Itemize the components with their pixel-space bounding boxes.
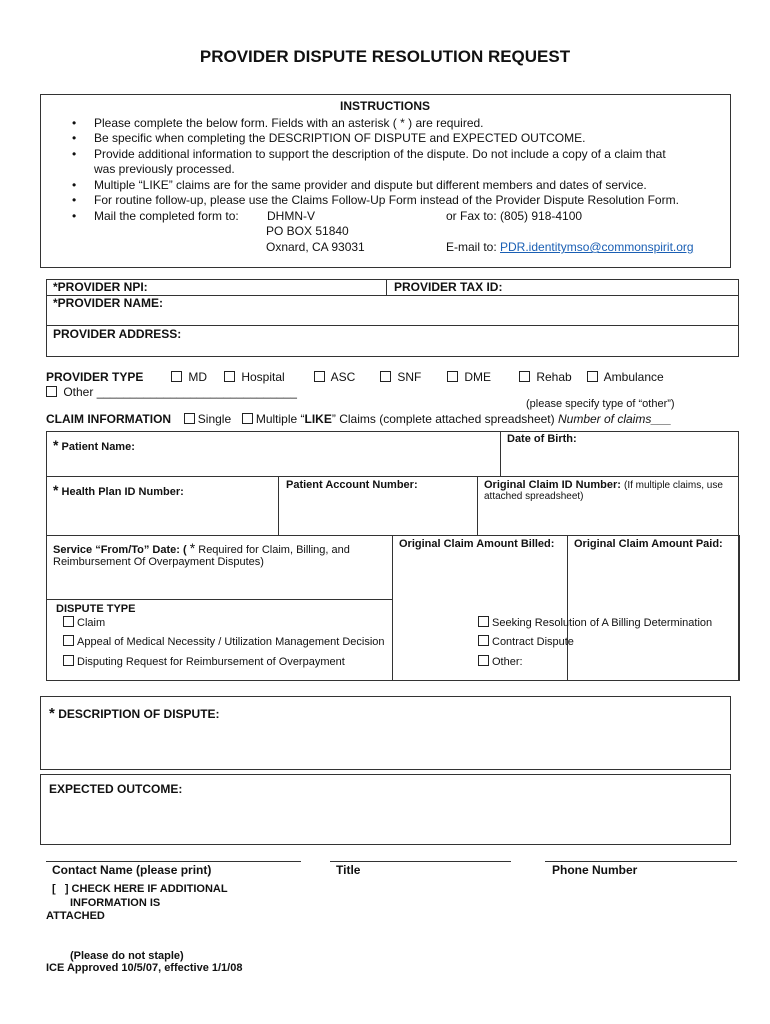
npi-label: *PROVIDER NPI: bbox=[53, 280, 148, 294]
original-claim-note-2: attached spreadsheet) bbox=[484, 491, 584, 502]
number-of-claims[interactable]: Number of claims___ bbox=[557, 412, 672, 426]
instruction-item: Please complete the below form. Fields with an asterisk ( * ) are required. bbox=[94, 116, 484, 130]
service-dates-note-2: Reimbursement Of Overpayment Disputes) bbox=[53, 556, 264, 568]
mail-label: Mail the completed form to: bbox=[94, 209, 239, 223]
staple-note: (Please do not staple) bbox=[70, 950, 184, 962]
mail-box: PO BOX 51840 bbox=[266, 224, 349, 238]
type-rehab-checkbox[interactable] bbox=[519, 370, 572, 384]
type-snf-checkbox[interactable] bbox=[380, 370, 421, 384]
checkbox-icon bbox=[478, 655, 489, 666]
checkbox-icon bbox=[519, 371, 530, 382]
additional-info-checkbox[interactable]: [ ] CHECK HERE IF ADDITIONAL bbox=[52, 883, 228, 895]
type-ambulance-checkbox[interactable] bbox=[587, 370, 664, 384]
type-label: Ambulance bbox=[603, 370, 664, 384]
service-dates-label bbox=[53, 540, 350, 556]
checkbox-icon bbox=[478, 635, 489, 646]
multiple-like: LIKE bbox=[304, 412, 332, 426]
dispute-divider bbox=[392, 680, 739, 681]
single-label: Single bbox=[197, 412, 232, 426]
type-label: SNF bbox=[397, 370, 422, 384]
claim-info-label: CLAIM INFORMATION bbox=[46, 412, 172, 426]
checkbox-icon bbox=[224, 371, 235, 382]
bullet: • bbox=[72, 193, 77, 207]
type-other-checkbox[interactable] bbox=[46, 385, 297, 399]
dob-label: Date of Birth: bbox=[507, 433, 577, 445]
dispute-overpayment-checkbox[interactable] bbox=[63, 655, 345, 668]
checkbox-icon bbox=[63, 616, 74, 627]
health-plan-id-label bbox=[53, 482, 184, 498]
instruction-item: Be specific when completing the DESCRIPTION OF DISPUTE and EXPECTED OUTCOME. bbox=[94, 131, 586, 145]
phone-label: Phone Number bbox=[552, 863, 638, 877]
bullet: • bbox=[72, 209, 77, 223]
multiple-prefix: Multiple “ bbox=[255, 412, 305, 426]
bullet: • bbox=[72, 147, 77, 161]
provider-address-label: PROVIDER ADDRESS: bbox=[53, 327, 182, 341]
email-link[interactable]: PDR.identitymso@commonspirit.org bbox=[500, 240, 694, 254]
type-dme-checkbox[interactable] bbox=[447, 370, 491, 384]
provider-type-label: PROVIDER TYPE bbox=[46, 370, 144, 384]
checkbox-icon bbox=[184, 413, 195, 424]
required-asterisk: * bbox=[53, 437, 59, 453]
email-line bbox=[446, 240, 694, 254]
type-label: DME bbox=[464, 370, 492, 384]
checkbox-icon bbox=[171, 371, 182, 382]
checkbox-icon bbox=[46, 386, 57, 397]
type-hospital-checkbox[interactable] bbox=[224, 370, 285, 384]
patient-name-label bbox=[53, 437, 135, 453]
checkbox-icon bbox=[314, 371, 325, 382]
other-label: Other ______________________________ bbox=[63, 385, 297, 399]
title-line[interactable] bbox=[330, 861, 511, 862]
instruction-item: Provide additional information to support the description of the dispute. Do not include a copy of a claim that bbox=[94, 147, 666, 161]
service-dates-text: Service “From/To” Date: ( bbox=[53, 544, 187, 556]
claim-info-row bbox=[46, 412, 671, 426]
description-text: DESCRIPTION OF DISPUTE: bbox=[58, 707, 220, 721]
dispute-option-label: Disputing Request for Reimbursement of Overpayment bbox=[77, 656, 345, 668]
checkbox-icon bbox=[380, 371, 391, 382]
phone-line[interactable] bbox=[545, 861, 737, 862]
dispute-option-label: Other: bbox=[492, 656, 523, 668]
dispute-option-label: Seeking Resolution of A Billing Determination bbox=[492, 617, 713, 629]
instruction-item: was previously processed. bbox=[94, 162, 235, 176]
single-checkbox[interactable] bbox=[184, 412, 231, 426]
email-label: E-mail to: bbox=[446, 240, 501, 254]
dispute-contract-checkbox[interactable] bbox=[478, 635, 574, 648]
required-asterisk: * bbox=[189, 540, 196, 556]
provider-name-label: *PROVIDER NAME: bbox=[53, 296, 164, 310]
original-claim-id-text: Original Claim ID Number: bbox=[484, 479, 621, 491]
patient-name-text: Patient Name: bbox=[61, 441, 135, 453]
multiple-checkbox[interactable] bbox=[242, 412, 555, 426]
tax-id-label: PROVIDER TAX ID: bbox=[394, 280, 503, 294]
original-claim-id-label bbox=[484, 479, 723, 491]
fax-label: or Fax to: (805) 918-4100 bbox=[446, 209, 583, 223]
dispute-billing-checkbox[interactable] bbox=[478, 616, 712, 629]
type-label: ASC bbox=[330, 370, 356, 384]
instruction-item: For routine follow-up, please use the Claims Follow-Up Form instead of the Provider Dispute Resolution Form. bbox=[94, 193, 679, 207]
page-title: PROVIDER DISPUTE RESOLUTION REQUEST bbox=[199, 47, 571, 66]
amount-paid-label: Original Claim Amount Paid: bbox=[574, 538, 723, 550]
dispute-type-label: DISPUTE TYPE bbox=[56, 603, 136, 615]
required-asterisk: * bbox=[49, 705, 55, 722]
dispute-option-label: Appeal of Medical Necessity / Utilization Management Decision bbox=[77, 636, 385, 648]
bullet: • bbox=[72, 116, 77, 130]
mail-name: DHMN-V bbox=[267, 209, 315, 223]
type-label: MD bbox=[188, 370, 208, 384]
dispute-option-label: Contract Dispute bbox=[492, 636, 574, 648]
original-claim-note: (If multiple claims, use bbox=[623, 480, 723, 491]
checkbox-icon bbox=[63, 635, 74, 646]
type-asc-checkbox[interactable] bbox=[314, 370, 355, 384]
checkbox-icon bbox=[63, 655, 74, 666]
multiple-suffix: ” Claims (complete attached spreadsheet) bbox=[331, 412, 555, 426]
type-label: Hospital bbox=[241, 370, 285, 384]
other-hint: (please specify type of “other”) bbox=[526, 398, 675, 410]
checkbox-icon bbox=[242, 413, 253, 424]
health-plan-id-text: Health Plan ID Number: bbox=[61, 486, 184, 498]
checkbox-icon bbox=[478, 616, 489, 627]
instruction-item: Multiple “LIKE” claims are for the same provider and dispute but different members and dates of service. bbox=[94, 178, 647, 192]
additional-info-line2: INFORMATION IS bbox=[70, 897, 161, 909]
bullet: • bbox=[72, 131, 77, 145]
bullet: • bbox=[72, 178, 77, 192]
mail-city: Oxnard, CA 93031 bbox=[266, 240, 365, 254]
dispute-option-label: Claim bbox=[77, 617, 106, 629]
dispute-appeal-checkbox[interactable] bbox=[63, 635, 385, 648]
contact-name-label: Contact Name (please print) bbox=[52, 863, 212, 877]
amount-paid-cell[interactable] bbox=[567, 535, 739, 681]
checkbox-icon bbox=[587, 371, 598, 382]
dispute-claim-checkbox[interactable] bbox=[63, 616, 105, 629]
additional-info-line3: ATTACHED bbox=[46, 910, 105, 922]
checkbox-icon bbox=[447, 371, 458, 382]
type-label: Rehab bbox=[536, 370, 572, 384]
approval-note: ICE Approved 10/5/07, effective 1/1/08 bbox=[46, 962, 243, 974]
instructions-heading: INSTRUCTIONS bbox=[340, 99, 430, 113]
type-md-checkbox[interactable] bbox=[171, 370, 207, 384]
service-dates-note: Required for Claim, Billing, and bbox=[198, 544, 350, 556]
patient-account-label: Patient Account Number: bbox=[286, 479, 418, 491]
right-border bbox=[739, 535, 740, 681]
required-asterisk: * bbox=[53, 482, 59, 498]
contact-name-line[interactable] bbox=[46, 861, 301, 862]
dispute-other-checkbox[interactable] bbox=[478, 655, 523, 668]
amount-billed-label: Original Claim Amount Billed: bbox=[399, 538, 555, 550]
title-label: Title bbox=[336, 863, 361, 877]
expected-outcome-label: EXPECTED OUTCOME: bbox=[49, 782, 183, 796]
description-label bbox=[49, 705, 220, 722]
